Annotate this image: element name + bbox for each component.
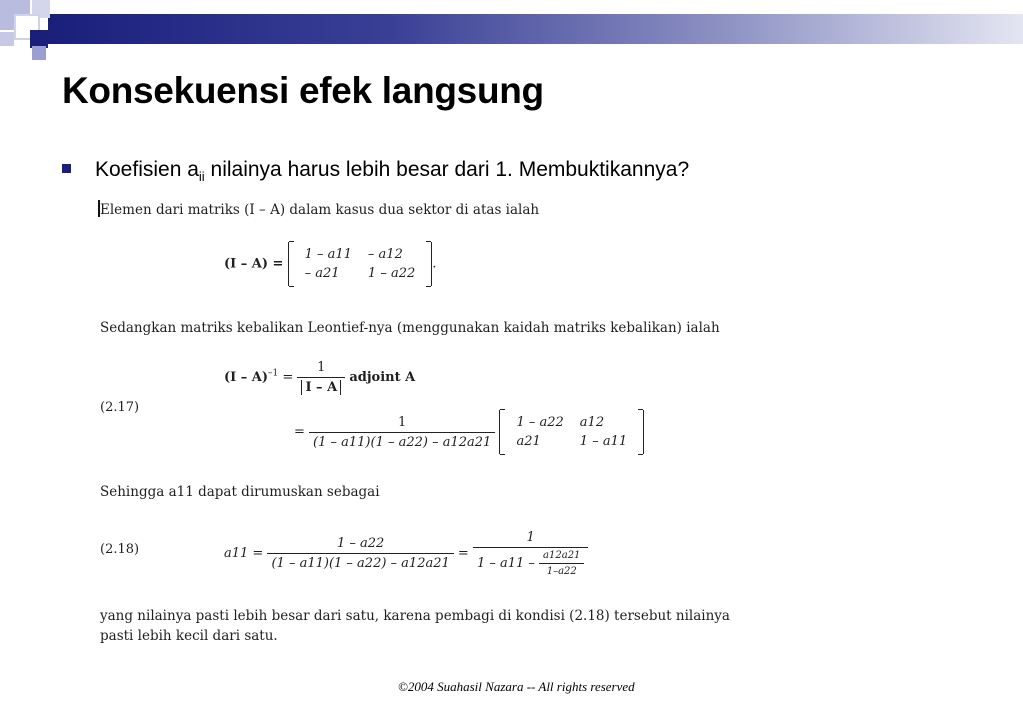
equation-inverse-expanded: = $\frac{1}{(1 - a11)(1 - a22) - a12a21}$ 1 – a22 a12 a21 1 – a11 bbox=[294, 410, 644, 454]
fraction-numerator: 1 bbox=[398, 414, 407, 430]
bullet-subscript: ii bbox=[198, 169, 205, 185]
fraction-inverse bbox=[297, 360, 345, 395]
matrix-cell: 1 – a22 bbox=[367, 266, 416, 281]
matrix-cell: – a21 bbox=[304, 266, 340, 281]
matrix-cell: – a12 bbox=[367, 247, 403, 262]
eq4-lhs: a11 = bbox=[224, 546, 264, 561]
equation-label-2-17: (2.17) bbox=[100, 400, 140, 415]
equation-a11: a11 = $\frac{1 - a22}{(1 - a11)(1 - a22) - a12a21}$ = 1 1 – a11 – $\frac{a12a21}{1-a22}$ bbox=[224, 530, 588, 577]
bullet-text-after: nilainya harus lebih besar dari 1. Membuktikannya? bbox=[204, 158, 690, 181]
eq2-sup: –1 bbox=[268, 368, 279, 379]
matrix-cell: a12 bbox=[579, 415, 605, 430]
fraction-denominator bbox=[297, 377, 345, 395]
fraction-denominator: (1 – a11)(1 – a22) – a12a21 bbox=[309, 432, 495, 450]
equation-label-2-18: (2.18) bbox=[100, 542, 140, 557]
matrix-i-minus-a bbox=[288, 242, 433, 286]
equation-inverse: (I – A)$^{-1}$ = $\frac{1}{I - A}$ adjoint A bbox=[224, 360, 416, 395]
math-paragraph-2: Sedangkan matriks kebalikan Leontief-nya (menggunakan kaidah matriks kebalikan) ialah bbox=[100, 320, 720, 336]
fraction-numerator: 1 bbox=[317, 360, 326, 375]
slide-title: Konsekuensi efek langsung bbox=[62, 70, 544, 111]
bullet-item bbox=[62, 158, 689, 184]
math-paragraph-3: Sehingga a11 dapat dirumuskan sebagai bbox=[100, 484, 380, 500]
equation-i-minus-a: (I – A) = 1 – a11 – a12 – a21 1 – a22 . bbox=[224, 242, 436, 286]
nested-denominator: 1–a22 bbox=[539, 563, 584, 577]
math-paragraph-4-line-1: yang nilainya pasti lebih besar dari satu, karena pembagi di kondisi (2.18) tersebut nilainya bbox=[100, 608, 730, 624]
fraction-denominator: (1 – a11)(1 – a22) – a12a21 bbox=[267, 553, 453, 571]
fraction-a11-simplified bbox=[473, 530, 588, 577]
fraction-denominator-text: 1 – a11 – bbox=[476, 556, 535, 571]
deco-square bbox=[0, 32, 14, 46]
adjoint-matrix bbox=[499, 410, 644, 454]
math-paragraph-1: Elemen dari matriks (I – A) dalam kasus dua sektor di atas ialah bbox=[100, 202, 540, 218]
matrix-cell: 1 – a11 bbox=[304, 247, 352, 262]
fraction-denominator bbox=[473, 547, 588, 577]
eq2-lhs: (I – A) bbox=[224, 370, 269, 385]
fraction-a11 bbox=[267, 536, 453, 571]
deco-square bbox=[32, 46, 46, 60]
header-gradient-bar bbox=[48, 14, 1023, 44]
bullet-text-before: Koefisien a bbox=[95, 158, 199, 181]
matrix-cell: 1 – a11 bbox=[579, 434, 628, 449]
nested-fraction bbox=[539, 550, 584, 577]
matrix-cell: a21 bbox=[516, 434, 541, 449]
bullet-square-icon bbox=[62, 164, 71, 173]
nested-numerator: a12a21 bbox=[543, 550, 581, 561]
fraction-numerator: 1 – a22 bbox=[336, 536, 385, 551]
math-paragraph-4-line-2: pasti lebih kecil dari satu. bbox=[100, 628, 278, 644]
adjoint-label: adjoint A bbox=[349, 370, 416, 385]
math-excerpt bbox=[98, 196, 838, 656]
determinant: I – A bbox=[301, 380, 341, 395]
fraction-expanded bbox=[309, 415, 495, 450]
matrix-cell: 1 – a22 bbox=[516, 415, 564, 430]
eq1-lhs: (I – A) = bbox=[224, 256, 284, 272]
copyright-footer: ©2004 Suahasil Nazara -- All rights reserved bbox=[398, 679, 635, 694]
fraction-numerator: 1 bbox=[526, 530, 535, 545]
